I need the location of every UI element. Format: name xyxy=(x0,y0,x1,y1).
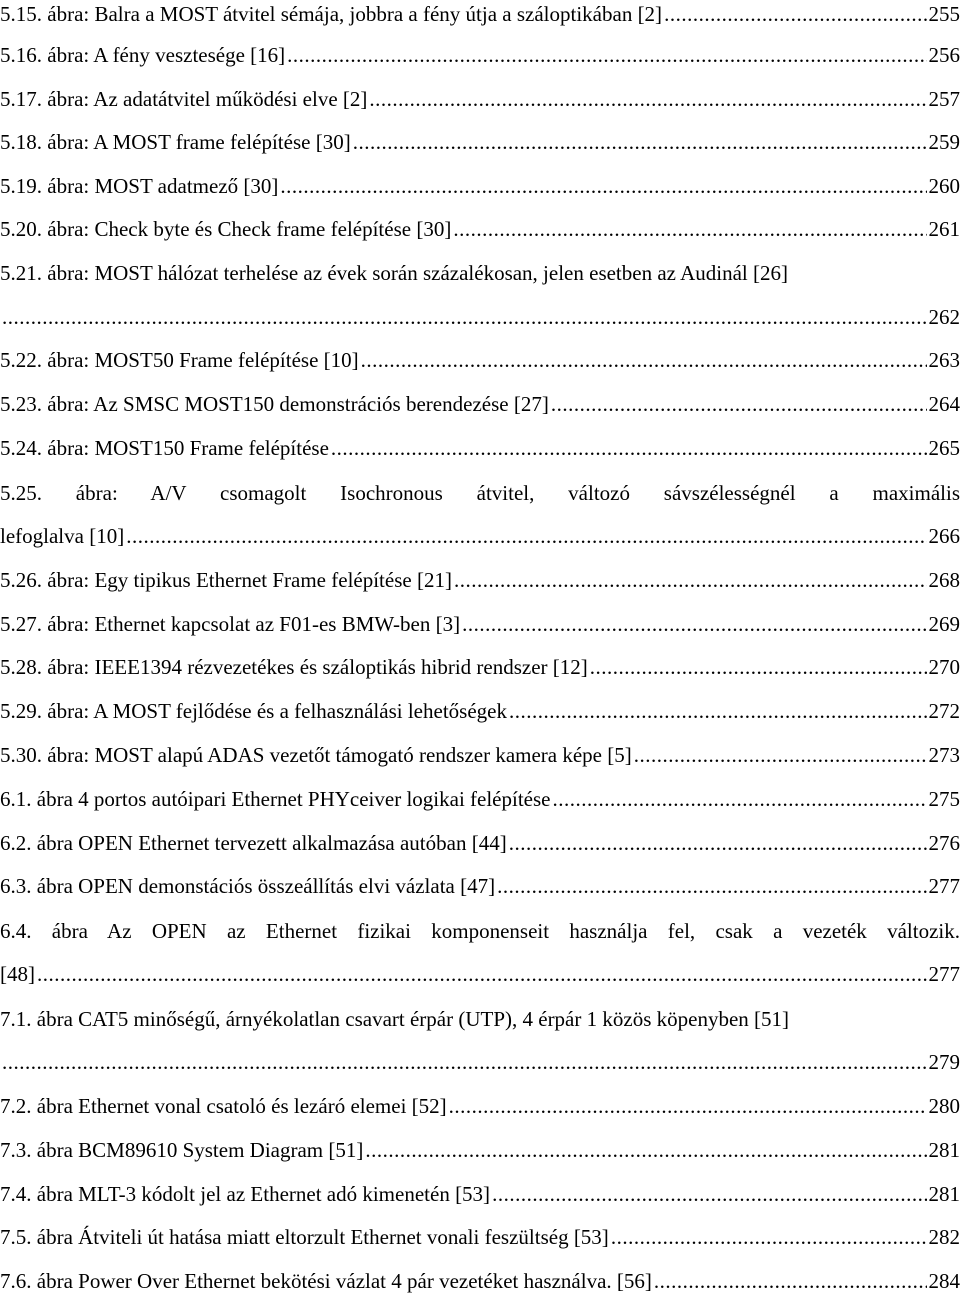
toc-entry[interactable] xyxy=(0,345,960,375)
toc-entry[interactable] xyxy=(0,696,960,726)
toc-entry-first-line[interactable]: 7.1. ábra CAT5 minőségű, árnyékolatlan csavart érpár (UTP), 4 érpár 1 közös köpenyben [51] xyxy=(0,1007,789,1031)
toc-entry-label: 5.30. ábra: MOST alapú ADAS vezetőt támogató rendszer kamera képe [5] xyxy=(0,743,632,767)
toc-entry-label: 7.5. ábra Átviteli út hatása miatt eltorzult Ethernet vonali feszültség [53] xyxy=(0,1225,609,1249)
toc-entry[interactable] xyxy=(0,0,960,29)
toc-entry[interactable] xyxy=(0,1222,960,1252)
dot-leader xyxy=(654,1266,927,1296)
toc-entry-label: 7.2. ábra Ethernet vonal csatoló és lezáró elemei [52] xyxy=(0,1094,447,1118)
toc-entry-page: 275 xyxy=(928,787,960,811)
toc-entry-page: 260 xyxy=(928,174,960,198)
dot-leader xyxy=(2,302,927,332)
toc-entry-page: 257 xyxy=(928,87,960,111)
dot-leader xyxy=(37,959,927,989)
toc-entry[interactable] xyxy=(0,40,960,70)
toc-entry-page: 270 xyxy=(928,655,960,679)
toc-entry-page: 266 xyxy=(928,524,960,548)
dot-leader xyxy=(353,127,927,157)
toc-entry-label: 5.17. ábra: Az adatátvitel működési elve [2] xyxy=(0,87,368,111)
toc-entry[interactable] xyxy=(0,652,960,682)
dot-leader xyxy=(509,696,927,726)
toc-entry[interactable] xyxy=(0,302,960,332)
toc-entry-first-line[interactable]: 5.21. ábra: MOST hálózat terhelése az évek során százalékosan, jelen esetben az Audinál [26] xyxy=(0,261,788,285)
toc-entry-label: 6.3. ábra OPEN demonstációs összeállítás elvi vázlata [47] xyxy=(0,874,496,898)
toc-entry[interactable] xyxy=(0,1135,960,1165)
toc-entry[interactable] xyxy=(0,1179,960,1209)
toc-entry[interactable] xyxy=(0,171,960,201)
dot-leader xyxy=(551,389,927,419)
toc-entry-label: 6.2. ábra OPEN Ethernet tervezett alkalmazása autóban [44] xyxy=(0,831,507,855)
toc-entry-label: 5.29. ábra: A MOST fejlődése és a felhasználási lehetőségek xyxy=(0,699,507,723)
toc-entry[interactable] xyxy=(0,214,960,244)
toc-entry-label: 5.28. ábra: IEEE1394 rézvezetékes és száloptikás hibrid rendszer [12] xyxy=(0,655,588,679)
toc-entry-label: 7.6. ábra Power Over Ethernet bekötési vázlat 4 pár vezetéket használva. [56] xyxy=(0,1269,652,1293)
dot-leader xyxy=(664,0,926,29)
dot-leader xyxy=(449,1091,927,1121)
toc-entry[interactable] xyxy=(0,871,960,901)
dot-leader xyxy=(2,1047,927,1077)
dot-leader xyxy=(365,1135,926,1165)
toc-entry-page: 261 xyxy=(928,217,960,241)
toc-entry-label: 5.19. ábra: MOST adatmező [30] xyxy=(0,174,279,198)
dot-leader xyxy=(509,828,927,858)
toc-entry-page: 269 xyxy=(928,612,960,636)
toc-entry[interactable] xyxy=(0,1266,960,1296)
toc-entry-page: 265 xyxy=(928,436,960,460)
dot-leader xyxy=(287,40,926,70)
toc-entry[interactable] xyxy=(0,521,960,551)
dot-leader xyxy=(361,345,927,375)
dot-leader xyxy=(126,521,926,551)
toc-entry[interactable] xyxy=(0,784,960,814)
toc-entry-label: lefoglalva [10] xyxy=(0,524,125,548)
toc-entry-label: 5.24. ábra: MOST150 Frame felépítése xyxy=(0,436,329,460)
toc-entry[interactable] xyxy=(0,740,960,770)
toc-entry-page: 276 xyxy=(928,831,960,855)
toc-entry-page: 268 xyxy=(928,568,960,592)
dot-leader xyxy=(454,565,927,595)
toc-entry-page: 281 xyxy=(928,1138,960,1162)
dot-leader xyxy=(492,1179,926,1209)
toc-entry[interactable] xyxy=(0,433,960,463)
toc-entry-label: 6.1. ábra 4 portos autóipari Ethernet PHYceiver logikai felépítése xyxy=(0,787,551,811)
toc-entry-page: 272 xyxy=(928,699,960,723)
toc-entry[interactable] xyxy=(0,959,960,989)
toc-entry-page: 277 xyxy=(928,874,960,898)
dot-leader xyxy=(369,84,926,114)
toc-entry-page: 255 xyxy=(928,2,960,26)
toc-entry-label: 5.26. ábra: Egy tipikus Ethernet Frame felépítése [21] xyxy=(0,568,452,592)
toc-entry-first-line[interactable]: 6.4. ábra Az OPEN az Ethernet fizikai komponenseit használja fel, csak a vezeték változik. xyxy=(0,919,960,943)
toc-entry-label: 5.15. ábra: Balra a MOST átvitel sémája, jobbra a fény útja a száloptikában [2] xyxy=(0,2,663,26)
toc-entry[interactable] xyxy=(0,127,960,157)
dot-leader xyxy=(552,784,926,814)
toc-entry-label: 5.16. ábra: A fény vesztesége [16] xyxy=(0,43,286,67)
toc-entry-page: 273 xyxy=(928,743,960,767)
dot-leader xyxy=(462,609,926,639)
dot-leader xyxy=(634,740,927,770)
dot-leader xyxy=(497,871,926,901)
toc-entry-label: 5.27. ábra: Ethernet kapcsolat az F01-es BMW-ben [3] xyxy=(0,612,461,636)
dot-leader xyxy=(453,214,926,244)
toc-entry[interactable] xyxy=(0,565,960,595)
toc-entry-label: 7.3. ábra BCM89610 System Diagram [51] xyxy=(0,1138,364,1162)
toc-entry[interactable] xyxy=(0,389,960,419)
toc-entry-label: 5.20. ábra: Check byte és Check frame felépítése [30] xyxy=(0,217,452,241)
toc-entry-page: 259 xyxy=(928,130,960,154)
dot-leader xyxy=(331,433,927,463)
toc-entry-page: 263 xyxy=(928,348,960,372)
toc-entry-page: 277 xyxy=(928,962,960,986)
toc-entry-label: [48] xyxy=(0,962,35,986)
toc-entry-label: 7.4. ábra MLT-3 kódolt jel az Ethernet adó kimenetén [53] xyxy=(0,1182,491,1206)
toc-entry[interactable] xyxy=(0,84,960,114)
dot-leader xyxy=(611,1222,927,1252)
dot-leader xyxy=(590,652,927,682)
toc-entry-page: 279 xyxy=(928,1050,960,1074)
toc-entry-page: 262 xyxy=(928,305,960,329)
toc-entry[interactable] xyxy=(0,1047,960,1077)
toc-entry[interactable] xyxy=(0,1091,960,1121)
toc-entry-page: 281 xyxy=(928,1182,960,1206)
toc-entry[interactable] xyxy=(0,609,960,639)
dot-leader xyxy=(280,171,926,201)
toc-entry-page: 264 xyxy=(928,392,960,416)
toc-entry-page: 256 xyxy=(928,43,960,67)
toc-entry-page: 282 xyxy=(928,1225,960,1249)
toc-entry-label: 5.22. ábra: MOST50 Frame felépítése [10] xyxy=(0,348,359,372)
toc-entry-first-line[interactable]: 5.25. ábra: A/V csomagolt Isochronous átvitel, változó sávszélességnél a maximális xyxy=(0,481,960,505)
toc-entry-label: 5.23. ábra: Az SMSC MOST150 demonstrációs berendezése [27] xyxy=(0,392,549,416)
toc-entry-label: 5.18. ábra: A MOST frame felépítése [30] xyxy=(0,130,351,154)
toc-entry-page: 280 xyxy=(928,1094,960,1118)
toc-entry-page: 284 xyxy=(928,1269,960,1293)
toc-entry[interactable] xyxy=(0,828,960,858)
